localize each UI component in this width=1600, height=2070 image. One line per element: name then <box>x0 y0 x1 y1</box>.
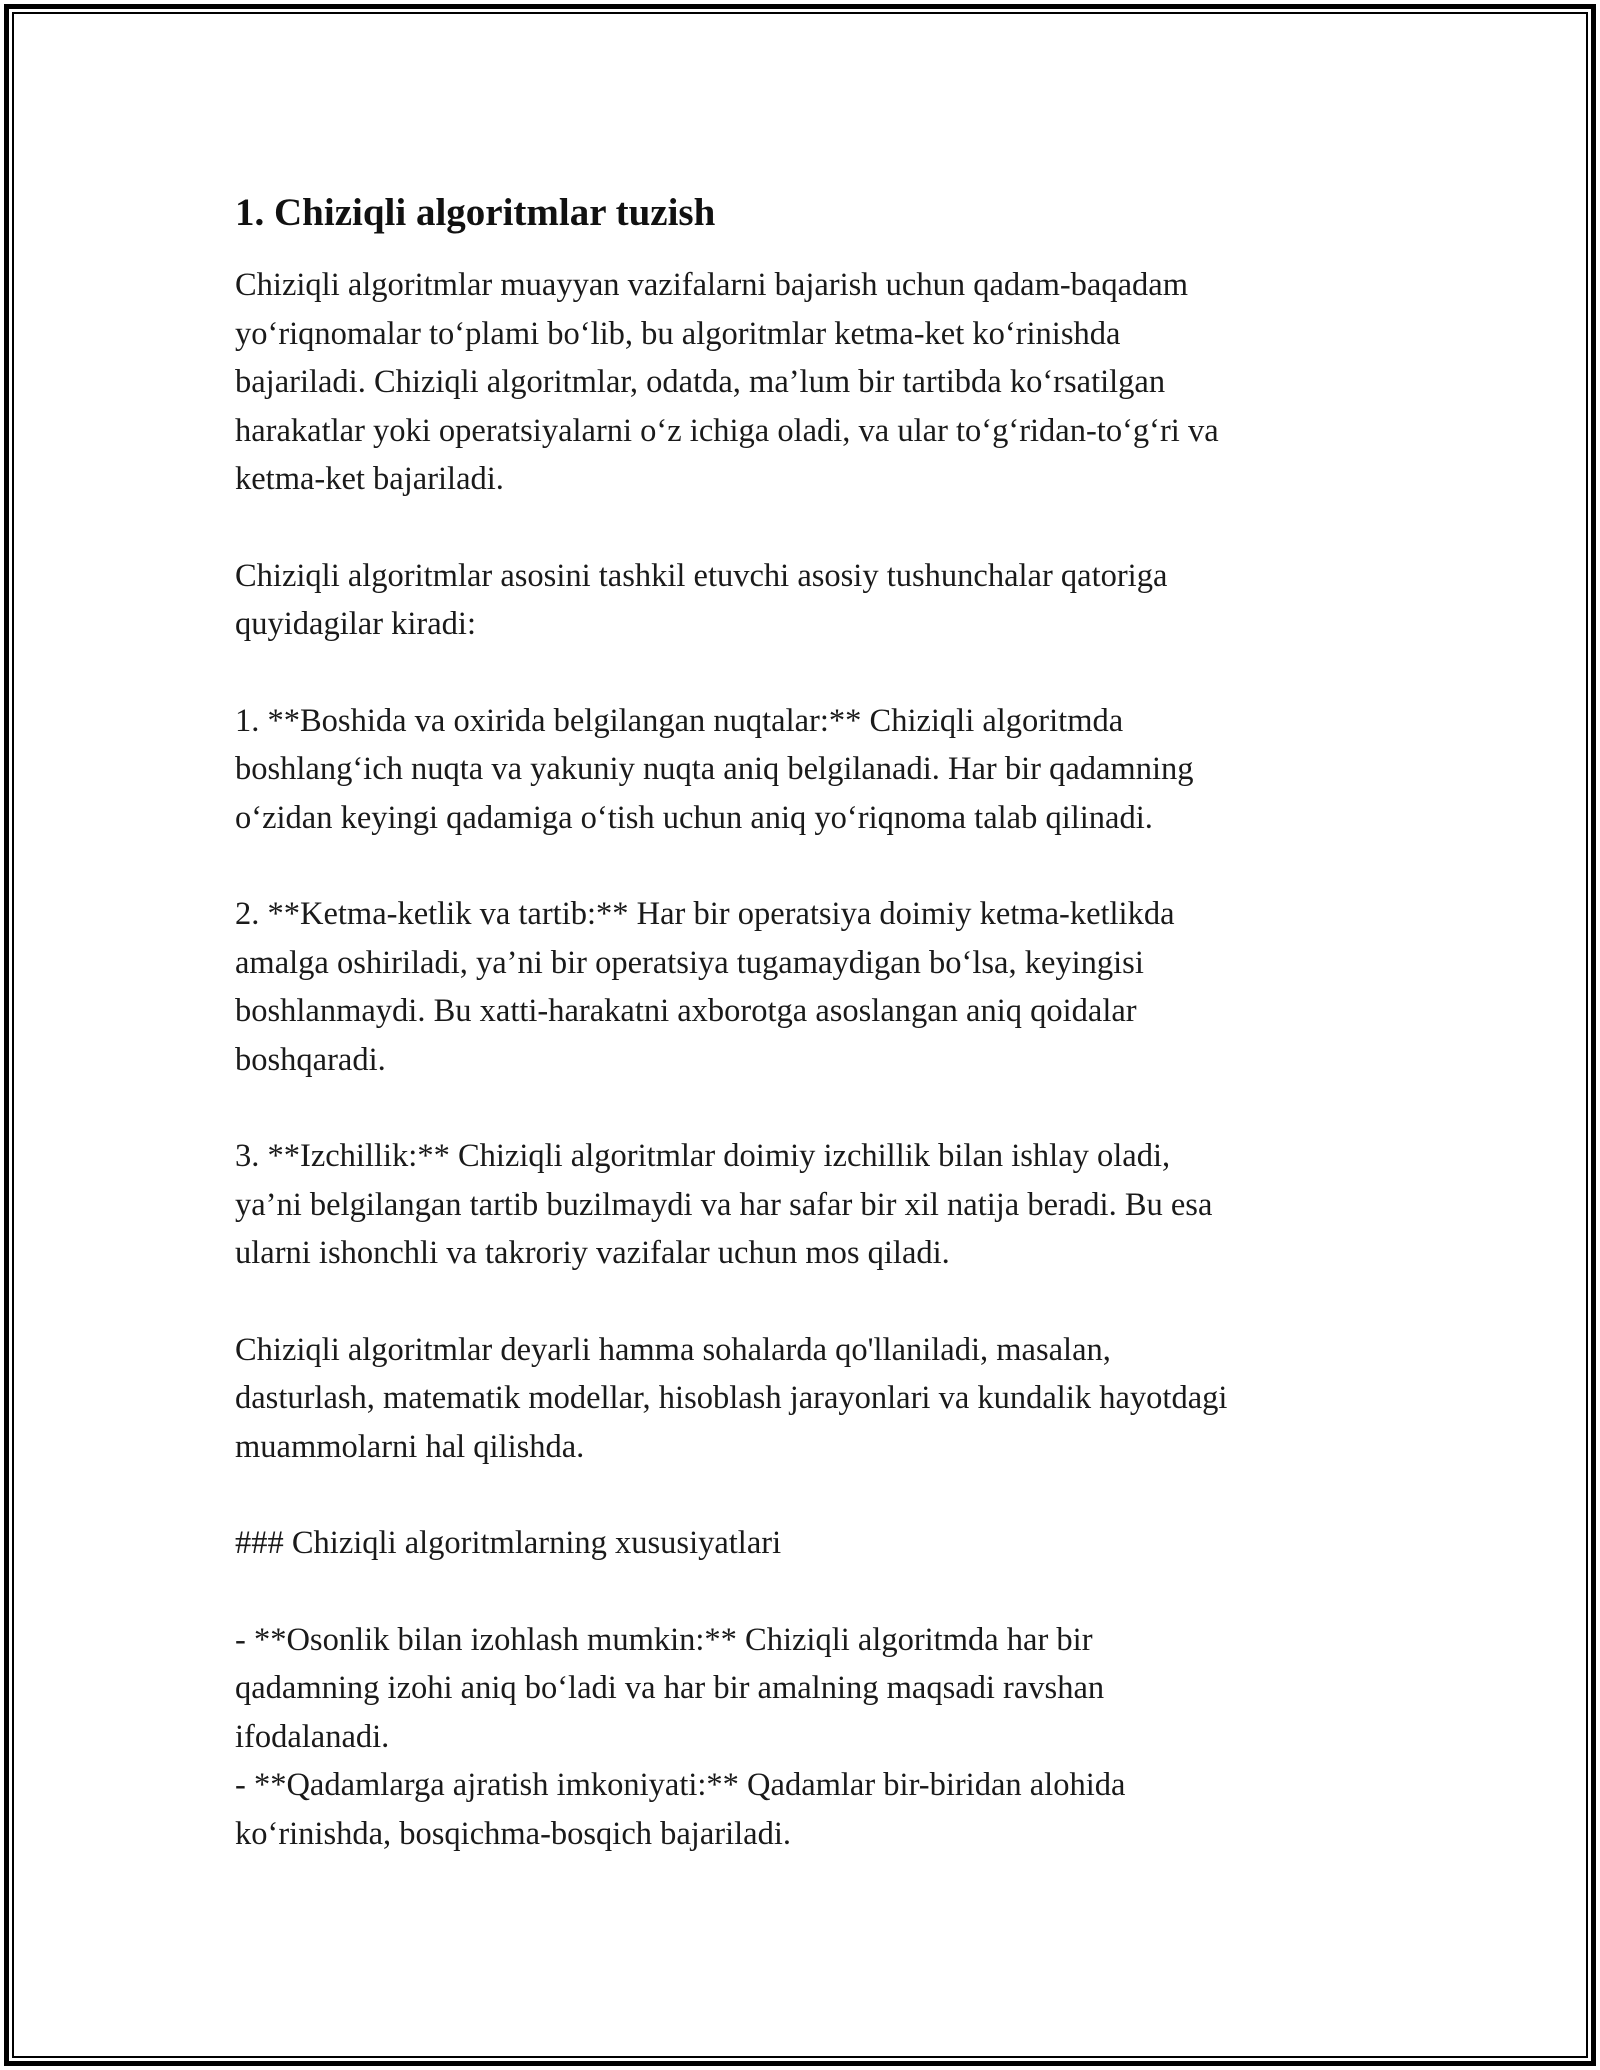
concept-item-2: 2. **Ketma-ketlik va tartib:** Har bir operatsiya doimiy ketma-ketlikda amalga oshiriladi, ya’ni bir operatsiya tugamaydigan bo‘lsa, keyingisi boshlanmaydi. Bu xatti-harakatni axborotga asoslangan aniq qoidalar boshqaradi. <box>235 896 1175 1078</box>
concept-item-3: 3. **Izchillik:** Chiziqli algoritmlar doimiy izchillik bilan ishlay oladi, ya’ni belgilangan tartib buzilmaydi va har safar bir xil natija beradi. Bu esa ularni ishonchli va takroriy vazifalar uchun mos qiladi. <box>235 1138 1213 1271</box>
intro-paragraph: Chiziqli algoritmlar muayyan vazifalarni bajarish uchun qadam-baqadam yo‘riqnomalar to‘plami bo‘lib, bu algoritmlar ketma-ket ko‘rinishda bajariladi. Chiziqli algoritmlar, odatda, ma’lum bir tartibda ko‘rsatilgan harakatlar yoki operatsiyalarni o‘z ichiga oladi, va ular to‘g‘ridan-to‘g‘ri va ketma-ket bajariladi. <box>235 267 1219 497</box>
feature-item-1: - **Osonlik bilan izohlash mumkin:** Chiziqli algoritmda har bir qadamning izohi aniq bo‘ladi va har bir amalning maqsadi ravshan ifodalanadi. <box>235 1621 1105 1755</box>
document-body <box>235 186 1370 1858</box>
feature-item-2: - **Qadamlarga ajratish imkoniyati:** Qadamlar bir-biridan alohida ko‘rinishda, bosqichma-bosqich bajariladi. <box>235 1767 1126 1852</box>
concept-item-1: 1. **Boshida va oxirida belgilangan nuqtalar:** Chiziqli algoritmda boshlang‘ich nuqta va yakuniy nuqta aniq belgilanadi. Har bir qadamning o‘zidan keyingi qadamiga o‘tish uchun aniq yo‘riqnoma talab qilinadi. <box>235 702 1194 836</box>
concepts-intro-paragraph: Chiziqli algoritmlar asosini tashkil etuvchi asosiy tushunchalar qatoriga quyidagilar kiradi: <box>235 557 1168 642</box>
document-title: 1. Chiziqli algoritmlar tuzish <box>235 191 716 234</box>
section-heading-features: ### Chiziqli algoritmlarning xususiyatlari <box>235 1525 782 1561</box>
usage-paragraph: Chiziqli algoritmlar deyarli hamma sohalarda qo'llaniladi, masalan, dasturlash, matematik modellar, hisoblash jarayonlari va kundalik hayotdagi muammolarni hal qilishda. <box>235 1331 1228 1465</box>
